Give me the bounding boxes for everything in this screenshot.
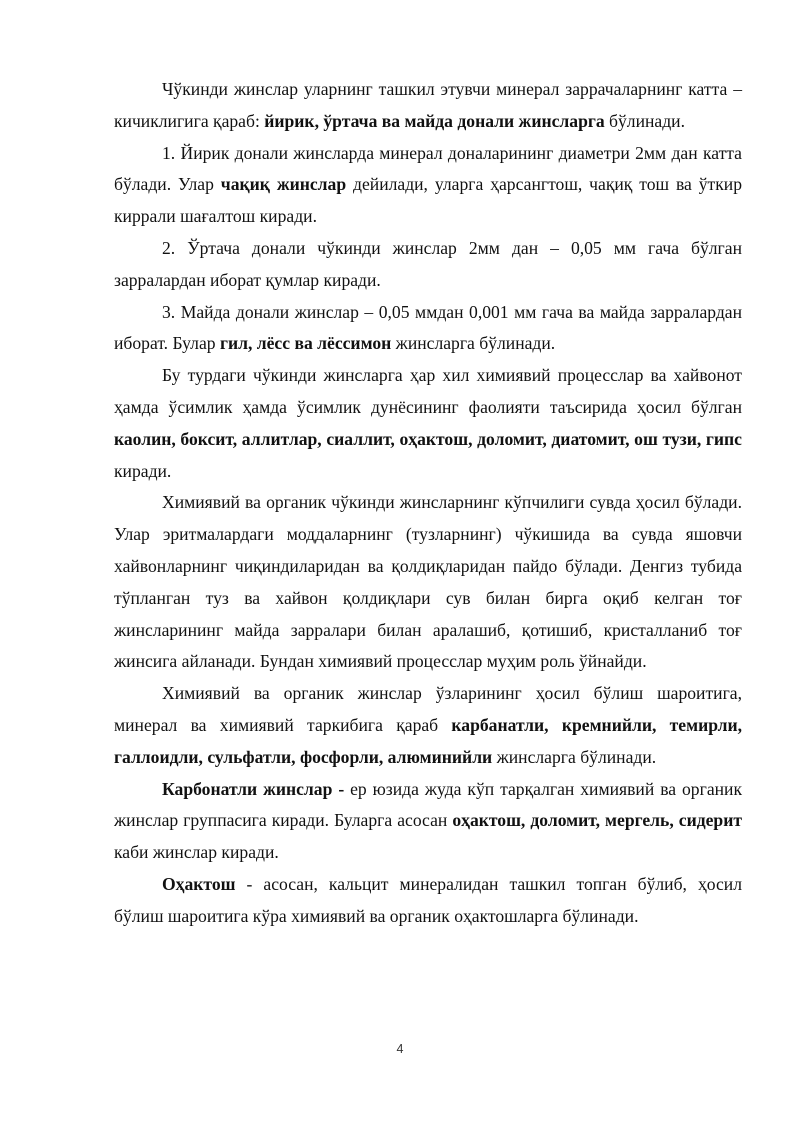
body-text <box>114 74 742 933</box>
paragraph-5: Бу турдаги чўкинди жинсларга ҳар хил химиявий процесслар ва хайвонот ҳамда ўсимлик ҳамда ўсимлик дунёсининг фаолияти таъсирида ҳосил бўлган каолин, боксит, аллитлар, сиаллит, оҳактош, доломит, диатомит, ош тузи, гипс киради. <box>114 365 742 481</box>
paragraph-2: 1. Йирик донали жинсларда минерал доналарининг диаметри 2мм дан катта бўлади. Улар чақиқ жинслар дейилади, уларга ҳарсангтош, чақиқ тош ва ўткир киррали шағалтош киради. <box>114 142 742 227</box>
paragraph-7: Химиявий ва органик жинслар ўзларининг ҳосил бўлиш шароитига, минерал ва химиявий таркибига қараб карбанатли, кремнийли, темирли, галлоидли, сульфатли, фосфорли, алюминийли жинсларга бўлинади. <box>114 683 742 767</box>
paragraph-9: Оҳактош - асосан, кальцит минералидан ташкил топган бўлиб, ҳосил бўлиш шароитига кўра химиявий ва органик оҳактошларга бўлинади. <box>114 873 742 926</box>
paragraph-4: 3. Майда донали жинслар – 0,05 ммдан 0,001 мм гача ва майда зарралардан иборат. Булар гил, лёсс ва лёссимон жинсларга бўлинади. <box>114 301 742 354</box>
paragraph-1: Чўкинди жинслар уларнинг ташкил этувчи минерал заррачаларнинг катта – кичиклигига қараб: йирик, ўртача ва майда донали жинсларга бўлинади. <box>114 79 742 131</box>
paragraph-6: Химиявий ва органик чўкинди жинсларнинг кўпчилиги сувда ҳосил бўлади. Улар эритмалардаги моддаларнинг (тузларнинг) чўкишида ва сувда яшовчи хайвонларнинг чиқиндиларидан ва қолдиқларидан пайдо бўлади. Денгиз тубида тўпланган туз ва хайвон қолдиқлари сув билан бирга оқиб келган тоғ жинсларининг майда зарралари билан аралашиб, қотишиб, кристалланиб тоғ жинсига айланади. Бундан химиявий процесслар муҳим роль ўйнайди. <box>114 492 742 672</box>
page-number: 4 <box>396 1042 404 1056</box>
paragraph-3: 2. Ўртача донали чўкинди жинслар 2мм дан – 0,05 мм гача бўлган зарралардан иборат қумлар киради. <box>114 237 742 290</box>
paragraph-8: Карбонатли жинслар - ер юзида жуда кўп тарқалган химиявий ва органик жинслар группасига киради. Буларга асосан оҳактош, доломит, мергель, сидерит каби жинслар киради. <box>114 778 743 863</box>
